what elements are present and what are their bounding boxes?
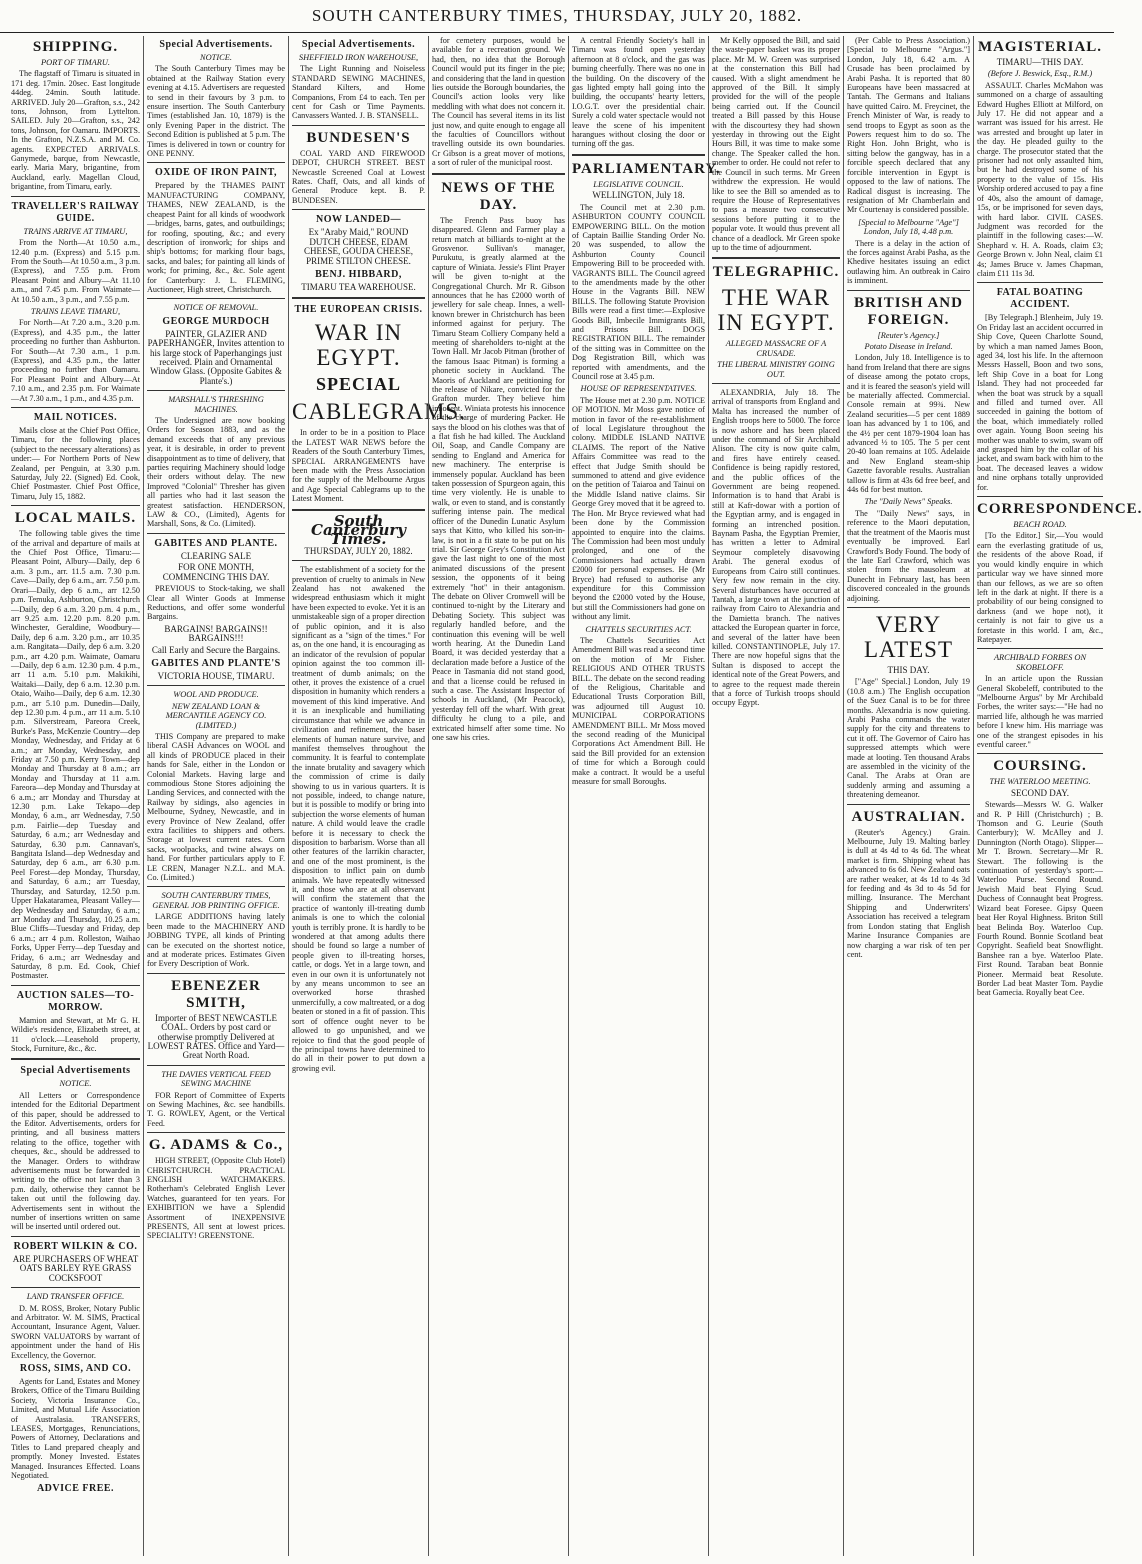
paint-ad-heading: OXIDE OF IRON PAINT, bbox=[154, 167, 278, 179]
magisterial-heading: MAGISTERIAL. bbox=[977, 39, 1103, 55]
nz-loan-text: THIS Company are prepared to make liberal CASH Advances on WOOL and all kinds of PRODUCE placed in their hands for Sale, either in the London or Colonial Markets. Having large and commodious Stone Stores adjoining the Landing Services, and connected with the Railway by sidings, also agencies in Melbourne, Sydney, Newcastle, and in every Province of New Zealand, offer extra facilities to shippers and others. Storage at lowest current rates. Corn sacks, woolpacks, and twine always on hand. For further particulars apply to F. LE CREN, Manager N.Z.L. and M.A. Co. (Limited.) bbox=[147, 731, 285, 883]
murdoch-text: PAINTER, GLAZIER AND PAPERHANGER, Invites attention to his large stock of Paperhangings just received. Plain and Ornamental Window Glass. (Opposite Gabites & Plante's.) bbox=[147, 328, 285, 386]
column-6 bbox=[708, 36, 843, 1556]
column-7 bbox=[843, 36, 973, 1556]
divider bbox=[572, 154, 705, 156]
divider bbox=[11, 1058, 140, 1060]
previous-text: PREVIOUS to Stock-taking, we shall Clear all Winter Goods at Immense Reductions, and offer some wonderful Bargains. bbox=[147, 584, 285, 622]
local-mails-heading: LOCAL MAILS. bbox=[14, 510, 137, 527]
ross-sims-text: Agents for Land, Estates and Money Brokers, Office of the Timaru Building Society, Victoria Insurance Co., Limited, and Mutual Life Association of Australasia. TRANSFERS, LEASES, Mortgages, Renunciations, Powers of Attorney, Declarations and Titles to Land prepared cheaply and promptly. Money Invested. Estates Managed. Insurances Effected. Loans Negotiated. bbox=[11, 1376, 140, 1480]
war-text: ALEXANDRIA, July 18. The arrival of transports from England and Malta has increased the number of English troops here to 5000. The force is now ashore and has been placed under the command of Sir Archibald Alison. The city is now quite calm, and fires have entirely ceased. Confidence is being rapidly restored, and the public offices of the Government are being reopened. Information is to hand that Arabi is still at Kafr-dowar with a portion of the Egyptian army, and is engaged in forming an intrenched position. Baynam Pasha, the Egyptian Premier, has written a letter to Admiral Seymour completely disavowing Arabi. The general exodus of Europeans from Cairo still continues. Very few now remain in the city. Several disturbances have occurred at Tantah, a large town at the junction of railway from Cairo to Alexandria and the Damietta branch. The natives attacked the European quarter in force, and several of the latter have been killed. CONSTANTINOPLE, July 17. There are now hopeful signs that the Sultan is disposed to accept the identical note of the Great Powers, and to agree to the request made therein that a force of Turkish troops should occupy Egypt. bbox=[712, 387, 840, 708]
correspondence-heading: CORRESPONDENCE. bbox=[977, 501, 1142, 518]
forbes-heading: ARCHIBALD FORBES ON SKOBELOFF. bbox=[993, 653, 1087, 672]
columns bbox=[8, 36, 1142, 1556]
notice-heading: NOTICE. bbox=[200, 53, 232, 62]
divider bbox=[977, 282, 1103, 283]
fatal-accident-heading: FATAL BOATING ACCIDENT. bbox=[996, 287, 1084, 311]
waterloo-heading: THE WATERLOO MEETING. bbox=[989, 777, 1091, 787]
second-day: SECOND DAY. bbox=[1010, 787, 1070, 798]
divider bbox=[147, 886, 285, 887]
notice-text: All Letters or Correspondence intended for the Editorial Department of this paper, should be addressed to the Editor. Advertisements, orders for printing, and all business matters relating to the office, together with cheques, &c., should be addressed to the Manager. Orders to withdraw advertisements must be forwarded in writing to the office not later than 3 p.m. daily, otherwise they cannot be taken out until the following day. Advertisements sent in without the number of insertions written on same will be inserted until ordered out. bbox=[11, 1090, 140, 1232]
now-landed-heading: NOW LANDED— bbox=[315, 214, 402, 226]
wilkin-heading: ROBERT WILKIN & CO. bbox=[13, 1240, 138, 1252]
divider bbox=[11, 985, 140, 986]
dateline: WELLINGTON, July 18. bbox=[592, 190, 685, 201]
divider bbox=[147, 1132, 285, 1133]
trains-arrive-text: From the North—At 10.50 a.m., 12.40 p.m. (Express) and 5.15 p.m. From the South—At 10.50 a.m., 3 p.m. (Express), and 7.55 p.m. From Pleasant Point and Albury—At 11.10 a.m., and 7.45 p.m. From Waimate—At 10.50 a.m., 3 p.m., and 7.55 p.m. bbox=[11, 238, 140, 304]
legislative-council-heading: LEGISLATIVE COUNCIL. bbox=[593, 179, 684, 189]
sheffield-heading: SHEFFIELD IRON WAREHOUSE, bbox=[298, 53, 419, 62]
sheffield-text: The Light Running and Noiseless STANDARD SEWING MACHINES, Standard Kilters, and Home Companions, From £4 to each. Ten per cent for Cash or Time Payments. Canvassers Wanted. J. B. STANSELL. bbox=[292, 64, 425, 121]
timaru-this-day: TIMARU—THIS DAY. bbox=[996, 57, 1084, 67]
cablegrams-text: In order to be in a position to Place the LATEST WAR NEWS before the Readers of the South Canterbury Times, SPECIAL ARRANGEMENTS have been made with the Press Association for the supply of the Melbourne Argus and Age Special Cablegrams up to the Latest Moment. bbox=[292, 428, 425, 504]
australian-text: (Reuter's Agency.) Grain. Melbourne, July 19. Malting barley is dull at 4s 4d to 4s 6d. The wheat market is firm. Shipping wheat has advanced to 6s 6d. New Zealand oats are rather weaker, at 4s 1d to 4s 3d for feeding and 4s 3d to 4s 5d for milling. Insurance. The Merchant Shipping and Underwriters' Association has received a telegram from London stating that English Marine Insurance Companies are now charging a war risk of ten per cent. bbox=[847, 827, 970, 959]
parliamentary-heading: PARLIAMENTARY. bbox=[572, 160, 721, 177]
marshall-text: The Undersigned are now booking Orders for Season 1883, and as the demand exceeds that of any previous year, it is desirable, in order to prevent disappointment as to time of delivery, that parties requiring Machinery should lodge their orders without delay. The new Improved "Colonial" Thresher has given all parties who had it last season the greatest satisfaction. HENDERSON, LAW & CO., (Limited), Agents for Marshall, Sons, & Co. (Limited). bbox=[147, 416, 285, 529]
coursing-heading: COURSING. bbox=[993, 758, 1087, 775]
for-one-month: FOR ONE MONTH, COMMENCING THIS DAY. bbox=[162, 562, 270, 582]
special-heading: SPECIAL bbox=[315, 374, 402, 395]
nz-loan-heading: NEW ZEALAND LOAN & MERCANTILE AGENCY CO. (LIMITED.) bbox=[165, 701, 267, 730]
printing-text: LARGE ADDITIONS having lately been made to the MACHINERY AND JOBBING TYPE, all kinds of Printing can be executed on the shortest notice, and at moderate prices. Estimates Given for Every Description of Work. bbox=[147, 912, 285, 969]
trains-arrive-heading: TRAINS ARRIVE AT TIMARU, bbox=[23, 226, 128, 236]
war-in-egypt-heading: WAR IN EGYPT. bbox=[314, 320, 403, 371]
marshall-heading: MARSHALL'S THRESHING MACHINES. bbox=[168, 395, 264, 414]
leader-article: The establishment of a society for the prevention of cruelty to animals in New Zealand has not awakened the widespread enthusiasm which it might have been expected to evoke. Yet it is an unmistakeable sign of a proper direction of public opinion, and it is also significant as a "sign of the times." For as, on the one hand, it is encouraging as an indicator of the revulsion of popular opinion against the too common ill-treatment of dumb animals; on the other, it proves the existence of a cruel disposition in humanity which renders a movement of this kind imperative. And it is an inexplicable and humiliating circumstance that while we advance in civilization and refinement, the baser elements of human nature survive, and manifest themselves throughout the community. It is fearful to contemplate the innate brutality and savagery which the commission of crime is daily showing to us in various quarters. It is not possible, indeed, to change nature, but it is possible to modify or bring into subjection the worse elements of human nature. A child would leave the cradle before it is necessary to check the disposition to barbarism. Worse than all other features of the larrikin character, and one of the most prominent, is the disposition to inflict pain on dumb animals. We have repeatedly witnessed it, and those who are at all observant will confirm the statement that the practice of wantonly ill-treating dumb animals is one to which the colonial youth is terribly prone. It is hardly to be wondered at that among adults there should be found so large a number of people given to ill-treating horses, cattle, or dogs. Yet in a large town, and even in our own it is unfortunately not by any means uncommon to see an overworked horse thrashed unmercifully, a cow maltreated, or a dog beaten or stoned in a fit of passion. This sort of offence ought never to be allowed to go unpunished, and we rejoice to find that the good people of the principal towns have determined to do all in their power to put down a growing evil. bbox=[292, 565, 425, 1073]
forbes-text: In an article upon the Russian General Skobeleff, contributed to the "Melbourne Argus" by Mr Archibald Forbes, the writer says:—"He had no married life, although he was married before I knew him. His marriage was one of the strangest episodes in his eventful career." bbox=[977, 674, 1103, 749]
daily-news-text: The "Daily News" says, in reference to the Maori deputation, that the treatment of the Maoris must eventually be improved. Earl Crawford's Body Found. The body of the late Earl Crawford, which was stolen from the mausoleum at Dunecht in February last, has been discovered concealed in the grounds adjoining. bbox=[847, 508, 970, 603]
divider bbox=[147, 533, 285, 534]
daily-news-heading: The "Daily News" Speaks. bbox=[864, 497, 953, 507]
divider bbox=[292, 209, 425, 210]
british-text: London, July 18. Intelligence is to hand from Ireland that there are signs of disease among the potato crops, and it is feared the season's yield will be materially affected. Commercial. Console remain at 99¾. New Zealand securities—5 per cent 1889 loan has advanced by 1 to 106, and the 4½ per cent 1879-1904 loan has advanced ½ to 105. The 5 per cent 20-40 loan remains at 105. Adelaide and New England steam-ship Gazette favorable results. Australian tallow is firm at 43s 6d free beef, and 44s 6d for best mutton. bbox=[847, 353, 970, 495]
call-early: Call Early and Secure the Bargains. bbox=[151, 644, 281, 655]
davies-heading: THE DAVIES VERTICAL FEED SEWING MACHINE bbox=[161, 1069, 271, 1089]
house-text: The House met at 2.30 p.m. NOTICE OF MOTION. Mr Moss gave notice of motion in favor of the re-establishment of local Legislature throughout the colony. MIDDLE ISLAND NATIVE CLAIMS. The report of the Native Affairs Committee was read to the effect that Judge Smith should be summoned to attend and give evidence on the petition of Taiaroa and Tainui on the Middle Island native claims. Sir George Grey moved that it be agreed to. The Hon. Mr Bryce reviewed what had been done by the Commission appointed to enquire into the claims. The Commission had been most unduly prolonged, and one of the Commissioners had actually drawn £2000 for personal expenses. He (Mr Bryce) had refused to authorise any expenditure for this Commission beyond the £2000 voted by the House, but still the Commissioners had gone on without any limit. bbox=[572, 395, 705, 622]
clearing-sale: CLEARING SALE bbox=[180, 550, 252, 561]
wilkin-text: ARE PURCHASERS OF WHEAT OATS BARLEY RYE GRASS COCKSFOOT bbox=[12, 1253, 139, 1283]
advice-free: ADVICE FREE. bbox=[36, 1483, 115, 1495]
divider bbox=[977, 648, 1103, 649]
chattels-heading: CHATTELS SECURITIES ACT. bbox=[585, 624, 692, 634]
gabites-heading: GABITES AND PLANTE. bbox=[154, 537, 278, 549]
european-crisis-heading: THE EUROPEAN CRISIS. bbox=[294, 304, 423, 316]
bundesen-heading: BUNDESEN'S bbox=[306, 129, 411, 146]
article-text: A central Friendly Society's hall in Timaru was found open yesterday afternoon at 8 o'clock, and the gas was burning cheerfully. There was no one in the building. On the discovery of the gas lighted empty hall going into the building, the occupants' hearty letters, I.O.G.T. over the presidential chair. Surely a cold water spectacle would not leave the scene of his impenitent harangues without closing the door or turning off the gas. bbox=[572, 36, 705, 149]
divider bbox=[292, 297, 425, 299]
divider bbox=[147, 1065, 285, 1066]
coursing-text: Stewards—Messrs W. G. Walker and R. P Hill (Christchurch) ; B. Thomson and G. Leurie (South Canterbury); W. McAlley and J. Dunnington (North Otago). Slipper—Mr T. Brown. Secretary—Mr R. Stewart. The following is the continuation of yesterday's sport:— Waterloo Purse. Second Round. Jewish Maid beat Flying Scud. Duchess of Connaught beat Progress. Wizard beat Foresee. Gipsy Queen beat Her Royal Highness. Briton Still beat Belinda Boy. Waterloo Cup. Fourth Round. Bonnie Scotland beat Copyright. Seafield beat Snowflight. Banshee ran a bye. Waterloo Plate. First Round. Taraban beat Bonnie Pioneer. Mermaid beat Resolute. Border Lad beat Master Tom. Paydie beat Gamecia. Royally beat Cee. bbox=[977, 800, 1103, 998]
ebenezer-text: Importer of BEST NEWCASTLE COAL. Orders by post card or otherwise promptly Delivered at LOWEST RATES. Office and Yard—Great North Road. bbox=[147, 1012, 285, 1061]
divider bbox=[847, 804, 970, 805]
divider bbox=[147, 973, 285, 974]
mail-notices-text: Mails close at the Chief Post Office, Timaru, for the following places (subject to the necessary alterations) as under:— For Northern Ports of New Zealand, per Penguin, at 3.30 p.m. Saturday, July 22. (Signed) Ed. Cook, Chief Postmaster. Chief Post Office, Timaru, July 15, 1882. bbox=[11, 426, 140, 501]
massacre-subheading: ALLEGED MASSACRE OF A CRUSADE. bbox=[725, 339, 827, 358]
australian-heading: AUSTRALIAN. bbox=[851, 808, 966, 825]
beach-road-heading: BEACH ROAD. bbox=[1013, 520, 1067, 530]
very-latest-text: ["Age" Special.] London, July 19 (10.8 a.m.) The English occupation of the Suez Canal is to be for three months. Alexandria is now quieting. Arabi Pasha commands the water supply for the city and threatens to cut it off. The Governor of Cairo has suppressed attempts which were made at looting. Ten thousand Arabs are assembled in the vicinity of the Canal. The Arabs at Oran are suddenly arming and assuming a threatening demeanor. bbox=[847, 677, 970, 800]
bargains: BARGAINS! BARGAINS!! BARGAINS!!! bbox=[164, 623, 268, 644]
shipping-text: The flagstaff of Timaru is situated in 171 deg. 17min. 20sec. East longitude 44deg. 24min. South latitude. ARRIVED. July 20—Grafton, s.s., 242 tons, Johnson, from Lyttelton. SAILED. July 20—Grafton, s.s., 242 tons, Johnson, for Oamaru. IMPORTS. In the Grafton, N.Z.S.A. and M. Co. agents. EXPECTED ARRIVALS. Ganymede, barque, from Newcastle, early. Maria Mary, brigantine, from Auckland, early. Magellan Cloud, brigantine, from Timaru, early. bbox=[11, 69, 140, 192]
victoria-house: VICTORIA HOUSE, TIMARU. bbox=[157, 670, 275, 681]
magisterial-text: ASSAULT. Charles McMahon was summoned on a charge of assaulting Edward Hughes Elliott at Milford, on July 17. He did not appear and a warrant was issued for his arrest. He was arrested and brought up later in the day. He pleaded guilty to the charge. The prosecutor stated that the prisoner had not only assaulted him, but he had destroyed some of his property to the value of 15s. His Worship ordered accused to pay a fine of 40s, also the amount of damage, 15s, or be imprisoned for seven days, with hard labor. CIVIL CASES. Judgment was recorded for the plaintiff in the following cases:—W. Shephard v. H. A. Roads, claim £3; George Brown v. John Neal, claim £1 4s; James Bruce v. James Chapman, claim £11 11s 3d. bbox=[977, 80, 1103, 278]
adams-heading: G. ADAMS & Co., bbox=[148, 1137, 284, 1154]
shipping-heading: SHIPPING. bbox=[32, 39, 119, 55]
article-text: for cemetery purposes, would be available for a recreation ground. We had, then, no idea that the Borough Council would put its finger in the pie; and considering that the land in question lies outside the Borough boundaries, the Council's action looks very like meddling with what does not concern it. The Council has several items in its list just now, and quite enough to engage all the faculties of Councillors without travelling outside its own boundaries. Cr Gibson is a great mover of motions, a sort of ruler of the municipal roost. bbox=[432, 36, 565, 168]
cablegrams-heading: CABLEGRAMS. bbox=[292, 399, 466, 425]
column-1 bbox=[8, 36, 143, 1556]
now-landed-text: Ex "Araby Maid," ROUND DUTCH CHEESE, EDAM CHEESE, GOUDA CHEESE, PRIME STILTON CHEESE. bbox=[303, 227, 413, 266]
land-transfer-heading: LAND TRANSFER OFFICE. bbox=[26, 1292, 125, 1302]
very-latest-heading: VERY LATEST bbox=[863, 611, 954, 662]
news-of-the-day-text: The French Pass buoy has disappeared. Glenn and Farmer play a return match at billiards to-night at the Grosvenor. Sullivan's manager, Purukutu, is greatly alarmed at the capture of Winiata. Jessie's Flint Prayer will be given to-night at the Congregational Church. Mr R. Gibson announces that he has £2000 worth of jewellery for sale cheap. Innes, a well-known brewer in Christchurch has been informed against for perjury. The Timaru Steam Colliery Company held a meeting of shareholders to-night at the Town Hall. Mr Jacob Pitman (brother of the famous Isaac Pitman) is forming a phonetic society in Auckland. The Maoris of Auckland are petitioning for the release of Nikare, convicted for the Grafton murder. They believe him innocent. Winiata protests his innocence of the charge of murdering Packer. He says the blood on his clothes was that of a flat fish he had killed. The Auckland Oil, Soap, and Candle Company are sending to England and America for new machinery. The enterprise is immensely popular. Auckland has been taken possession of Spurgeon again, this time very violently. He is unable to walk, or even to stand, and is constantly suffering intense pain. The medical officer of the Dunedin Lunatic Asylum says that Kitto, who killed his son-in-law, is not in a fit state to be put on his trial. Sir George Grey's Constitution Act gave the last night to one of the most animated discussions of the present session, the opponents of it being extremely "hot" in their antagonism. The debate on Oliver Cromwell will be continued to-night by the Literary and Debating Society. This subject was regularly handled before, and the continuation this evening will be well worth hearing. At the Dunedin Land Board, it was decided yesterday that a declaration made before a Justice of the Peace in Tasmania did not stand good, and that a license could be refused in such a case. The Assistant Inspector of schools in Auckland, (Mr Peacock), yesterday fell off the wharf. With great difficulty he clung to a pile, and extricated himself after some time. No one saw his cries. bbox=[432, 215, 565, 743]
war-in-egypt-heading: THE WAR IN EGYPT. bbox=[717, 285, 835, 336]
special-ads-heading: Special Advertisements bbox=[20, 1065, 131, 1077]
hibbard-sub: TIMARU TEA WAREHOUSE. bbox=[301, 281, 416, 292]
printing-heading: SOUTH CANTERBURY TIMES, GENERAL JOB PRINTING OFFICE. bbox=[152, 891, 280, 910]
divider bbox=[147, 162, 285, 163]
ross-sims-heading: ROSS, SIMS, AND CO. bbox=[19, 1362, 132, 1374]
debate-text: Mr Kelly opposed the Bill, and said the waste-paper basket was its proper place. Mr M. W. Green was surprised at the consternation this Bill had caused. With a slight amendment he approved of the Bill. It simply provided for the will of the people being carried out. If the Council treated a Bill passed by this House with the discourtesy they had shown yesterday in throwing out the Eight Hours Bill, it was time to make some change. The Speaker called the hon. member to order. He could not refer to the Council in such terms. Mr Green withdrew the expression. He would like to see the Bill so amended as to require the House of Representatives to pass a measure two consecutive sessions before putting it to the popular vote. It would thus prevent all chance of a deadlock. Mr Green spoke up to the time of adjournment. bbox=[712, 36, 840, 252]
special-ads-heading: Special Advertisements. bbox=[301, 39, 416, 50]
traveller-heading: TRAVELLER'S RAILWAY GUIDE. bbox=[11, 200, 140, 224]
port-heading: PORT OF TIMARU. bbox=[41, 58, 110, 67]
british-foreign-heading: BRITISH AND FOREIGN. bbox=[854, 294, 963, 328]
column-4 bbox=[428, 36, 568, 1556]
telegraphic-heading: TELEGRAPHIC. bbox=[712, 264, 840, 281]
cable-text: (Per Cable to Press Association.) [Special to Melbourne "Argus."] London, July 18, 6.42 a.m. A Crusade has been proclaimed by Arabi Pasha. It is reported that 80 Europeans have been massacred at Tantah. The Germans and Italians have quitted Cairo. M. Freycinet, the French Minister of War, is ready to send troops to Egypt as soon as the Powers request him to do so. The Right Hon. John Bright, who is sitting below the gangway, has in a forcible speech declared that any forcible intervention in Egypt is opposed to the law of nations. The Radical disgust is increasing. The resignation of Mr Chamberlain and Mr Courtenay is considered possible. bbox=[847, 36, 970, 215]
divider bbox=[11, 1236, 140, 1237]
chattels-text: The Chattels Securities Act Amendment Bill was read a second time on the motion of Mr Fisher. RELIGIOUS AND OTHER TRUSTS BILL. The debate on the second reading of the Religious, Charitable and Educational Trusts Corporation Bill, was adjourned till August 10. MUNICIPAL CORPORATIONS AMENDMENT BILL. Mr Moss moved the second reading of the Municipal Corporations Act Amendment Bill. He said the Bill provided for an extension of time for which a Borough could make a contract. It would be a useful measure for small Boroughs. bbox=[572, 635, 705, 787]
trains-leave-heading: TRAINS LEAVE TIMARU, bbox=[30, 306, 121, 316]
murdoch-heading: GEORGE MURDOCH bbox=[162, 315, 270, 327]
column-2 bbox=[143, 36, 288, 1556]
column-3 bbox=[288, 36, 466, 1556]
liberal-ministry-subheading: THE LIBERAL MINISTRY GOING OUT. bbox=[717, 360, 835, 379]
newspaper-title: South Canterbury Times. bbox=[311, 511, 406, 549]
correspondence-text: [To the Editor.] Sir,—You would earn the everlasting gratitude of us, the residents of the above Road, if you would kindly enquire in which particular way we have sinned more than our fellows, as we are so often left in the dark at night. If there is a probability of our being consigned to darkness (and we hope not), it certainly is not fair to give us a foretaste in this world. I am, &c., Ratepayer. bbox=[977, 531, 1103, 644]
masthead: SOUTH CANTERBURY TIMES, THURSDAY, JULY 20, 1882. bbox=[0, 6, 1114, 33]
adams-text: HIGH STREET, (Opposite Club Hotel) CHRISTCHURCH. PRACTICAL ENGLISH WATCHMAKERS. Rotherham's Celebrated English Lever Watches, guaranteed for ten years. For EXHIBITION we have a Splendid Assortment of INEXPENSIVE PRESENTS, All sent at lowest prices. SPECIALITY! GREENSTONE. bbox=[147, 1156, 285, 1241]
divider bbox=[292, 125, 425, 126]
notice-text: The South Canterbury Times may be obtained at the Railway Station every evening at 4.15. Advertisers are requested to send in their favours by 3 p.m. to ensure insertion. The South Canterbury Times (established Jan. 10, 1879) is the only Evening Paper in the district. The Second Edition is published at 5 p.m. The Times is delivered in town or country for ONE PENNY. bbox=[147, 64, 285, 159]
before-magistrate: (Before J. Beswick, Esq., R.M.) bbox=[987, 69, 1093, 79]
ebenezer-heading: EBENEZER SMITH, bbox=[171, 977, 261, 1011]
local-mails-text: The following table gives the time of the arrival and departure of mails at the Chief Post Office, Timaru:— Pleasant Point, Albury—Daily, dep 6 a.m. 3 p.m., arr. 11.5 a.m. 7.30 p.m. Cave—Daily, dep 6 a.m., arr. 7.50 p.m. Orari—Daily, dep 6 a.m., arr 12.50 p.m. Temuka, Ashburton, Christchurch—Daily, dep 6 a.m. 3.20 p.m. 4 p.m., arr 9.25 a.m. 12.20 p.m. 8.20 p.m. Winchester, Geraldine, Woodbury—Daily, dep 6 a.m. 3.20 p.m., arr 10.35 a.m. Rangitata—Daily, dep 6 a.m. 3.20 p.m., arr 4.20 p.m. Waimate, Oamaru—Daily, dep 6 a.m. 12.30 p.m. 4 p.m., arr 11 a.m. 5.10 p.m. Makikihi, Waitaki—Daily, dep 6 a.m. 12.30 p.m. Otaio, Waiho—Daily, dep 6 a.m. 12.30 p.m., arr 5.10 p.m. Dunedin—Daily, dep 12.30 p.m. 4 p.m., arr 11 a.m. 5.10 p.m. Silverstream, Pareora Creek, Burke's Pass, McKenzie Country—dep Monday, Wednesday, and Friday at 6 a.m.; arr Monday, Wednesday, and Friday at 7.50 p.m. Kerry Town—dep Monday and Thursday at 8 a.m.; arr Monday and Thursday at 11 a.m. Fareora—dep Monday and Thursday at 6 a.m.; arr Monday and Thursday at 12.30 p.m. Lake Tekapo—dep Monday, 6 a.m., arr Wednesday, 7.50 p.m. Fairlie—dep Tuesday and Saturday, 6 a.m.; arr Wednesday and Saturday, 6.30 p.m. Cannavan's, Bangitata Island—dep Wednesday and Saturday, dep 6 a.m., arr 6.30 p.m. Peel Forest—dep Monday, Thursday, and Saturday, 6 a.m.; arr Tuesday, Thursday, and Saturday, 12.50 p.m. Upper Hakataramea, Pleasant Valley—dep Wednesday and Saturday, 6 a.m.; arr Monday and Thursday, 10.25 a.m. Blue Cliffs—Tuesday and Friday, dep 6 a.m.; arr 4 p.m. Rolleston, Waihao Forks, Upper Ferry—dep Tuesday and Friday, 6 a.m.; arr Wednesday and Saturday, 8 p.m. Ed. Cook, Chief Postmaster. bbox=[11, 529, 140, 981]
news-of-the-day-heading: NEWS OF THE DAY. bbox=[441, 179, 556, 213]
divider bbox=[712, 383, 840, 384]
column-8 bbox=[973, 36, 1142, 1556]
column-5 bbox=[568, 36, 721, 1556]
mail-notices-heading: MAIL NOTICES. bbox=[33, 412, 118, 423]
fatal-accident-text: [By Telegraph.] Blenheim, July 19. On Friday last an accident occurred in Ship Cove, Queen Charlotte Sound, by which a man named James Boon, aged 34, lost his life. In the afternoon Messrs Hassell, Boon and two sons, left Ship Cove in a boat for Long Island. They had not proceeded far when the boat was struck by a squall and filled and turned over. All succeeded in gaining the bottom of the boat, which immediately rolled over again. Young Boon seeing his mother was unable to swim, swam off and grasped him by the collar of his jacket, and swam back with him to the boat. The deceased leaves a widow and nine orphans totally unprovided for. bbox=[977, 313, 1103, 492]
divider bbox=[11, 505, 140, 506]
divider bbox=[11, 1287, 140, 1288]
this-day: THIS DAY. bbox=[887, 664, 930, 675]
divider bbox=[977, 753, 1103, 754]
issue-date: THURSDAY, JULY 20, 1882. bbox=[304, 545, 413, 556]
gabites-plante-heading: GABITES AND PLANTE'S bbox=[151, 657, 281, 669]
auction-heading: AUCTION SALES—TO-MORROW. bbox=[16, 989, 135, 1013]
divider bbox=[11, 407, 140, 408]
wool-heading: WOOL AND PRODUCE. bbox=[173, 690, 259, 700]
divider bbox=[292, 509, 425, 511]
land-transfer-text: D. M. ROSS, Broker, Notary Public and Arbitrator. W. M. SIMS, Practical Accountant, Insurance Agent, Valuer. SWORN VALUATORS by warrant of appointment under the hand of His Excellency, the Governor. bbox=[11, 1303, 140, 1360]
paint-ad-text: Prepared by the THAMES PAINT MANUFACTURING COMPANY, THAMES, NEW ZEALAND, is the cheapest Paint for all kinds of woodwork—bridges, barns, gates, and outbuildings; for roofing, spouting, &c.; and every description of ironwork; for ships and ship's bottoms; for marking flour bags, sacks, and bales; for painting all kinds of work; for priming, &c., &c. Sole agent for Canterbury: J. L. FLEMING, Auctioneer, High street, Christchurch. bbox=[147, 181, 285, 294]
divider bbox=[712, 257, 840, 259]
divider bbox=[847, 290, 970, 291]
davies-text: FOR Report of Committee of Experts on Sewing Machines, &c. see handbills. T. G. ROWLEY, Agent, or the Vertical Feed. bbox=[147, 1090, 285, 1128]
divider bbox=[847, 607, 970, 608]
divider bbox=[147, 685, 285, 686]
trains-leave-text: For North—At 7.20 a.m., 3.20 p.m. (Express), and 4.35 p.m., the latter proceeding no further than Ashburton. For South—At 7.30 a.m., 1 p.m. (Express), and 4.35 p.m., the latter proceeding no further than Oamaru. For Pleasant Point and Albury—At 7.10 a.m., and 2.35 p.m. For Waimate—At 7.30 a.m., 1 p.m., and 4.35 p.m. bbox=[11, 318, 140, 403]
house-heading: HOUSE OF REPRESENTATIVES. bbox=[580, 384, 697, 394]
divider bbox=[292, 560, 425, 561]
council-text: The Council met at 2.30 p.m. ASHBURTON COUNTY COUNCIL EMPOWERING BILL. On the motion of Captain Baillie Standing Order No. 20 was suspended, to allow the Ashburton County Council Empowering Bill to be proceeded with. VAGRANTS BILL. The Council agreed to the amendments made by the other House in the Vagrants Bill. NEW BILLS. The following Statute Provision Bills were read a first time:—Explosive Goods Bill, Imbecile Immigrants Bill, and Prisons Bill. DOGS REGISTRATION BILL. The remainder of the sitting was in Committee on the Dog Registration Bill, which was reported with amendments, and the Council rose at 3.45 p.m. bbox=[572, 202, 705, 381]
divider bbox=[977, 496, 1103, 497]
auction-text: Mamion and Stewart, at Mr G. H. Wildie's residence, Elizabeth street, at 11 o'clock.—Leasehold property, Stock, Furniture, &c., &c. bbox=[11, 1015, 140, 1053]
special-ads-heading: Special Advertisements. bbox=[159, 39, 273, 50]
cable-text-2: There is a delay in the action of the forces against Arabi Pasha, as the Khedive hesitates issuing an edict outlawing him. An outbreak in Cairo is imminent. bbox=[847, 238, 970, 286]
bundesen-text: COAL YARD AND FIREWOOD DEPOT, CHURCH STREET. BEST Newcastle Screened Coal at Lowest Rates. Chaff, Oats, and all kinds of General Produce kept. B. P. BUNDESEN. bbox=[292, 148, 425, 205]
reuter-agency: [Reuter's Agency.] bbox=[877, 330, 940, 340]
potato-heading: Potato Disease in Ireland. bbox=[864, 341, 953, 351]
age-special: [Special to Melbourne "Age"] London, July 18, 4.48 p.m. bbox=[858, 217, 959, 237]
removal-heading: NOTICE OF REMOVAL. bbox=[173, 303, 259, 313]
divider bbox=[432, 173, 565, 175]
divider bbox=[147, 390, 285, 391]
divider bbox=[11, 196, 140, 197]
divider bbox=[147, 298, 285, 299]
notice-heading: NOTICE. bbox=[59, 1079, 92, 1089]
hibbard-heading: BENJ. HIBBARD, bbox=[315, 268, 402, 280]
